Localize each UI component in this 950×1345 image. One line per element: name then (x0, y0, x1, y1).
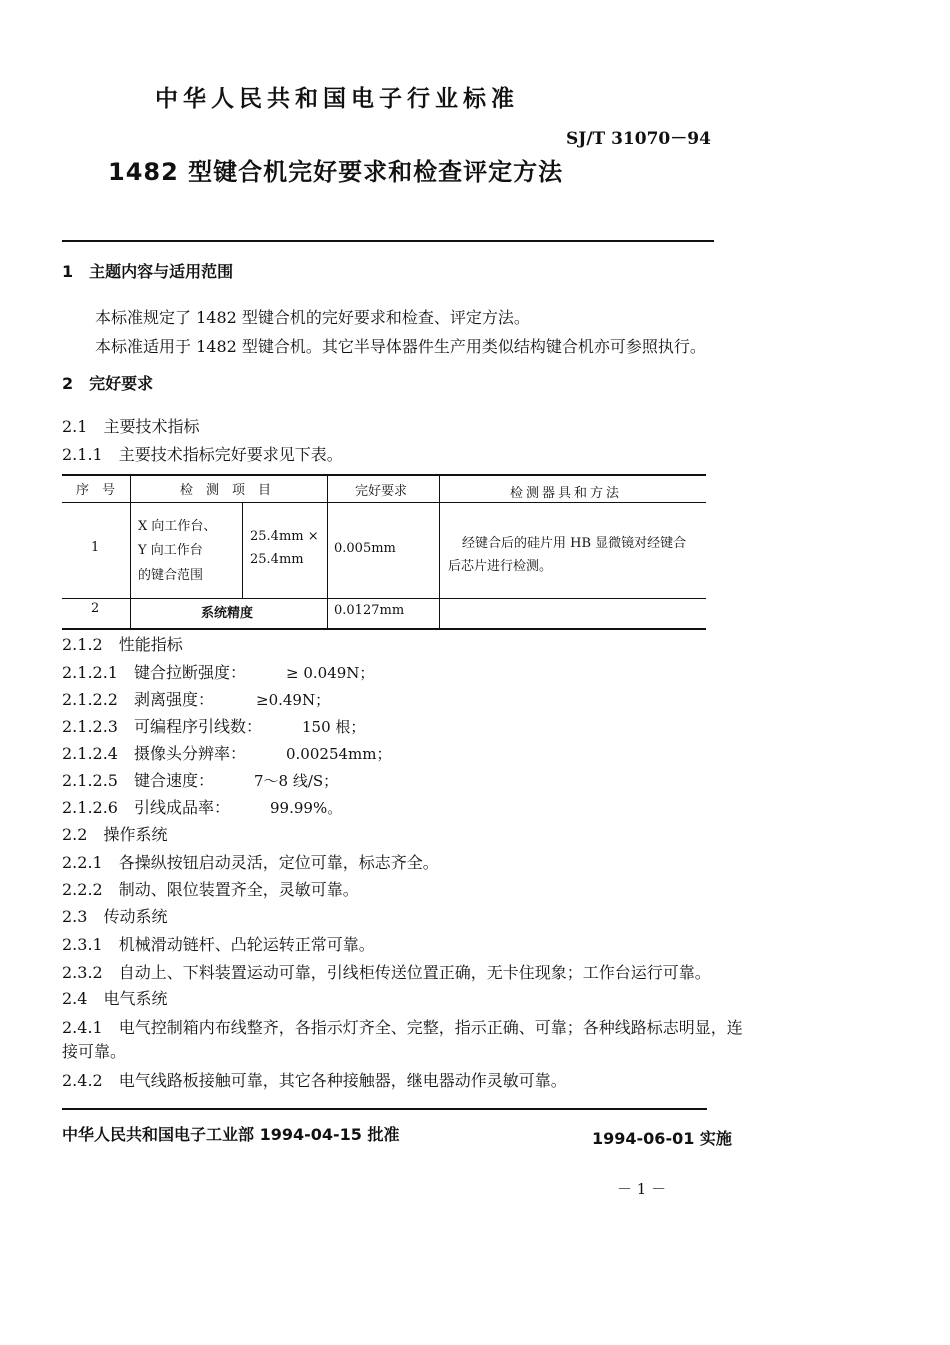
table-subcol-rule (242, 503, 243, 598)
section-2-4-2: 2.4.2 电气线路板接触可靠，其它各种接触器，继电器动作灵敏可靠。 (62, 1071, 567, 1090)
section-2-3: 2.3 传动系统 (62, 907, 168, 926)
spec-table (62, 474, 706, 630)
row-1-item-line: Y 向工作台 (138, 543, 203, 558)
row-2-item: 系统精度 (201, 606, 254, 621)
row-1-method-line: 经键合后的硅片用 HB 显微镜对经键合 (462, 536, 687, 551)
approval-line: 中华人民共和国电子工业部 1994-04-15 批准 (62, 1125, 400, 1144)
perf-heading: 2.1.2 性能指标 (62, 635, 183, 654)
section-2-2: 2.2 操作系统 (62, 825, 168, 844)
section-2-1: 2.1 主要技术指标 (62, 417, 200, 436)
perf-item-value: 7～8 线/S； (254, 772, 339, 790)
perf-item-value: ≥0.49N； (256, 691, 331, 709)
row-1-dim-line: 25.4mm (250, 552, 304, 567)
perf-item-label: 2.1.2.4 摄像头分辨率： (62, 744, 246, 763)
row-2-seq: 2 (91, 601, 100, 616)
section-2-4-1: 2.4.1 电气控制箱内布线整齐，各指示灯齐全、完整，指示正确、可靠；各种线路标志明显，连 (62, 1018, 743, 1037)
org-header: 中华人民共和国电子行业标准 (155, 86, 519, 112)
footer-rule (62, 1108, 707, 1110)
header-seq: 序 号 (76, 483, 116, 498)
row-1-method-line: 后芯片进行检测。 (448, 559, 553, 574)
section-2-2-1: 2.2.1 各操纵按钮启动灵活，定位可靠，标志齐全。 (62, 853, 439, 872)
document-title: 1482 型键合机完好要求和检查评定方法 (108, 158, 564, 186)
section-1-heading: 1 主题内容与适用范围 (62, 262, 234, 281)
row-2-requirement: 0.0127mm (334, 603, 405, 618)
table-col-rule (130, 474, 131, 630)
section-1-para-1: 本标准规定了 1482 型键合机的完好要求和检查、评定方法。 (95, 308, 530, 327)
section-2-3-1: 2.3.1 机械滑动链杆、凸轮运转正常可靠。 (62, 935, 375, 954)
effective-date: 1994-06-01 实施 (592, 1129, 732, 1148)
page-number: － 1 － (617, 1180, 667, 1198)
header-requirement: 完好要求 (355, 484, 408, 499)
table-bottom-rule (62, 628, 706, 630)
section-2-2-2: 2.2.2 制动、限位装置齐全，灵敏可靠。 (62, 880, 359, 899)
section-1-para-2: 本标准适用于 1482 型键合机。其它半导体器件生产用类似结构键合机亦可参照执行。 (95, 337, 706, 356)
row-1-seq: 1 (91, 540, 100, 555)
section-2-1-1: 2.1.1 主要技术指标完好要求见下表。 (62, 445, 343, 464)
perf-item-label: 2.1.2.1 键合拉断强度： (62, 663, 246, 682)
standard-number: SJ/T 31070－94 (566, 129, 711, 149)
header-method: 检测器具和方法 (510, 486, 623, 501)
table-top-rule (62, 474, 706, 476)
perf-item-value: ≥ 0.049N； (286, 664, 375, 682)
row-1-item-line: X 向工作台、 (138, 519, 217, 534)
header-item: 检 测 项 目 (180, 483, 272, 498)
perf-item-value: 99.99%。 (270, 799, 343, 817)
section-2-heading: 2 完好要求 (62, 374, 154, 393)
table-col-rule (439, 474, 440, 630)
header-rule (62, 240, 714, 242)
row-1-requirement: 0.005mm (334, 541, 396, 556)
perf-item-value: 0.00254mm； (286, 745, 392, 763)
table-row-rule (62, 598, 706, 599)
perf-item-value: 150 根； (302, 718, 366, 736)
perf-item-label: 2.1.2.6 引线成品率： (62, 798, 230, 817)
section-2-4-1-continued: 接可靠。 (62, 1042, 127, 1061)
perf-item-label: 2.1.2.5 键合速度： (62, 771, 214, 790)
section-2-4: 2.4 电气系统 (62, 989, 168, 1008)
table-header-rule (62, 502, 706, 503)
section-2-3-2: 2.3.2 自动上、下料装置运动可靠，引线柜传送位置正确，无卡住现象；工作台运行可靠。 (62, 963, 711, 982)
table-col-rule (327, 474, 328, 630)
row-1-item-line: 的键合范围 (138, 568, 204, 583)
perf-item-label: 2.1.2.2 剥离强度： (62, 690, 214, 709)
row-1-dim-line: 25.4mm × (250, 529, 319, 544)
perf-item-label: 2.1.2.3 可编程序引线数： (62, 717, 262, 736)
